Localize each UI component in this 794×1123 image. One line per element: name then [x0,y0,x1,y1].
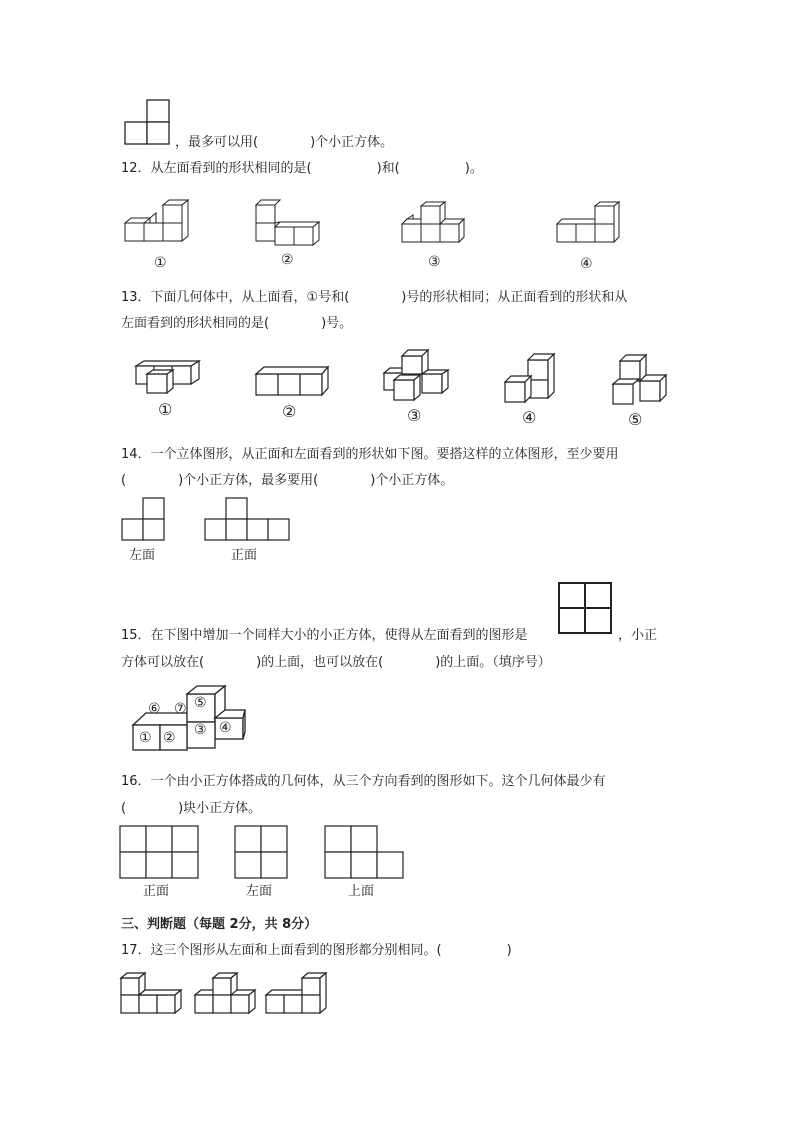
q12-label-2: ② [281,252,294,268]
q12-figure-2 [253,198,325,248]
q12-label-3: ③ [428,254,441,270]
q12-figure-1 [121,200,191,246]
q11-text: ，最多可以用( )个小正方体。 [175,135,394,150]
q15-label-4: ④ [219,720,232,736]
q16-top-view [324,825,406,879]
q12-figure-3 [399,202,465,246]
q16-front-caption: 正面 [143,884,170,899]
q13-label-5: ⑤ [628,410,643,429]
q13-label-4: ④ [522,408,537,427]
q16-left-caption: 左面 [246,884,273,899]
q16-line-2: ( )块小正方体。 [121,801,262,816]
q13-figure-4 [502,352,560,406]
q15-label-2: ② [163,730,176,746]
q16-line-1: 16．一个由小正方体搭成的几何体，从三个方向看到的图形如下。这个几何体最少有 [121,774,606,789]
q12-label-1: ① [154,255,167,271]
section-3-heading: 三、判断题（每题 2分，共 8分） [121,917,318,932]
q13-line-2: 左面看到的形状相同的是( )号。 [121,316,353,331]
q15-label-7: ⑦ [174,701,187,717]
q14-front-caption: 正面 [231,548,258,563]
q15-label-1: ① [139,730,152,746]
q13-label-2: ② [282,402,297,421]
q12-text: 12．从左面看到的形状相同的是( )和( )。 [121,161,483,176]
q12-figure-4 [554,202,620,246]
q16-left-view [234,825,290,879]
q13-figure-1 [133,360,203,398]
q17-figure-1 [120,970,186,1016]
q13-label-3: ③ [407,406,422,425]
q15-label-6: ⑥ [148,701,161,717]
q15-line-1a: 15．在下图中增加一个同样大小的小正方体，使得从左面看到的图形是 [121,628,528,643]
q14-left-view [121,497,167,543]
q16-front-view [119,825,199,879]
q11-shape-figure [123,99,173,147]
q17-figure-2 [194,970,260,1016]
q14-left-caption: 左面 [129,548,156,563]
q13-figure-3 [380,349,450,403]
q13-figure-5 [610,352,668,408]
q17-text: 17．这三个图形从左面和上面看到的图形都分别相同。( ) [121,943,512,958]
q14-line-1: 14．一个立体图形，从正面和左面看到的形状如下图。要搭这样的立体图形，至少要用 [121,447,619,462]
q15-line-2: 方体可以放在( )的上面，也可以放在( )的上面。（填序号） [121,655,551,670]
q15-line-1b: ，小正 [618,628,658,643]
q17-figure-3 [265,970,331,1016]
q14-line-2: ( )个小正方体，最多要用( )个小正方体。 [121,473,454,488]
q15-target-view [557,581,613,635]
q12-label-4: ④ [580,256,593,272]
q14-front-view [204,497,292,543]
q15-label-5: ⑤ [194,695,207,711]
q13-line-1: 13．下面几何体中，从上面看，①号和( )号的形状相同；从正面看到的形状和从 [121,290,628,305]
q15-label-3: ③ [194,722,207,738]
q13-label-1: ① [158,400,173,419]
q13-figure-2 [254,364,330,398]
q16-top-caption: 上面 [348,884,375,899]
